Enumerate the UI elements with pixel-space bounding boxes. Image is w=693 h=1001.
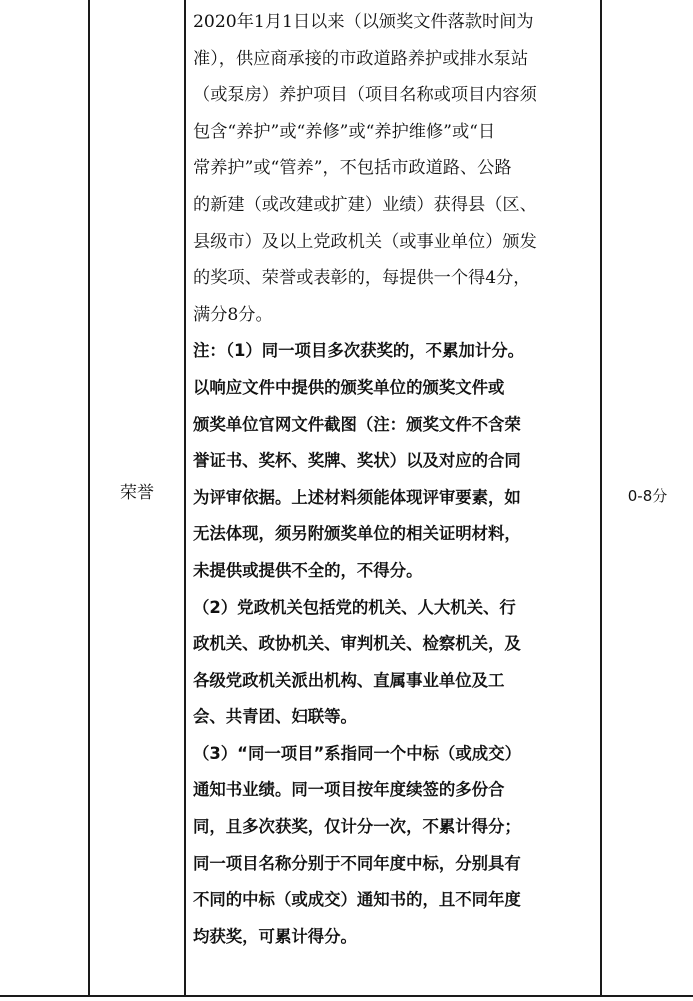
- note-line: （2）党政机关包括党的机关、人大机关、行: [193, 597, 516, 617]
- score-cell: 0-8分: [627, 487, 668, 505]
- criteria-line: 准），供应商承接的市政道路养护或排水泵站: [193, 48, 529, 69]
- criteria-line: 的新建（或改建或扩建）业绩）获得县（区、: [193, 194, 537, 215]
- note-line: 以响应文件中提供的颁奖单位的颁奖文件或: [193, 377, 505, 397]
- criteria-line: （或泵房）养护项目（项目名称或项目内容须: [193, 85, 537, 106]
- criteria-line: 2020年1月1日以来（以颁奖文件落款时间为: [193, 12, 534, 32]
- note-line: 颁奖单位官网文件截图（注：颁奖文件不含荣: [193, 414, 521, 434]
- criteria-line: 常养护”或“管养”，不包括市政道路、公路: [193, 158, 512, 179]
- note-line: 誉证书、奖杯、奖牌、奖状）以及对应的合同: [193, 451, 521, 471]
- criteria-line: 县级市）及以上党政机关（或事业单位）颁发: [193, 231, 537, 252]
- note-line: 未提供或提供不全的，不得分。: [193, 560, 423, 580]
- note-line: 均获奖，可累计得分。: [193, 926, 357, 946]
- note-line: 注：（1）同一项目多次获奖的，不累加计分。: [193, 341, 525, 361]
- criteria-line: 满分8分。: [193, 304, 273, 325]
- note-line: 政机关、政协机关、审判机关、检察机关，及: [193, 634, 521, 654]
- note-line: 会、共青团、妇联等。: [193, 707, 357, 727]
- column-divider-2: [184, 0, 186, 995]
- note-line: 各级党政机关派出机构、直属事业单位及工: [193, 670, 505, 690]
- note-line: 不同的中标（或成交）通知书的，且不同年度: [193, 890, 521, 910]
- note-line: 无法体现，须另附颁奖单位的相关证明材料，: [193, 524, 521, 544]
- criteria-line: 包含“养护”或“养修”或“养护维修”或“日: [193, 121, 496, 142]
- category-cell: 荣誉: [120, 483, 154, 503]
- note-line: 通知书业绩。同一项目按年度续签的多份合: [193, 780, 505, 800]
- row-bottom-border: [0, 995, 693, 997]
- note-line: 同，且多次获奖，仅计分一次，不累计得分；: [193, 817, 521, 837]
- note-line: 同一项目名称分别于不同年度中标，分别具有: [193, 853, 521, 873]
- criteria-cell: [193, 4, 593, 955]
- criteria-line: 的奖项、荣誉或表彰的，每提供一个得4分，: [193, 268, 531, 289]
- note-line: （3）“同一项目”系指同一个中标（或成交）: [193, 743, 521, 763]
- note-line: 为评审依据。上述材料须能体现评审要素，如: [193, 487, 521, 507]
